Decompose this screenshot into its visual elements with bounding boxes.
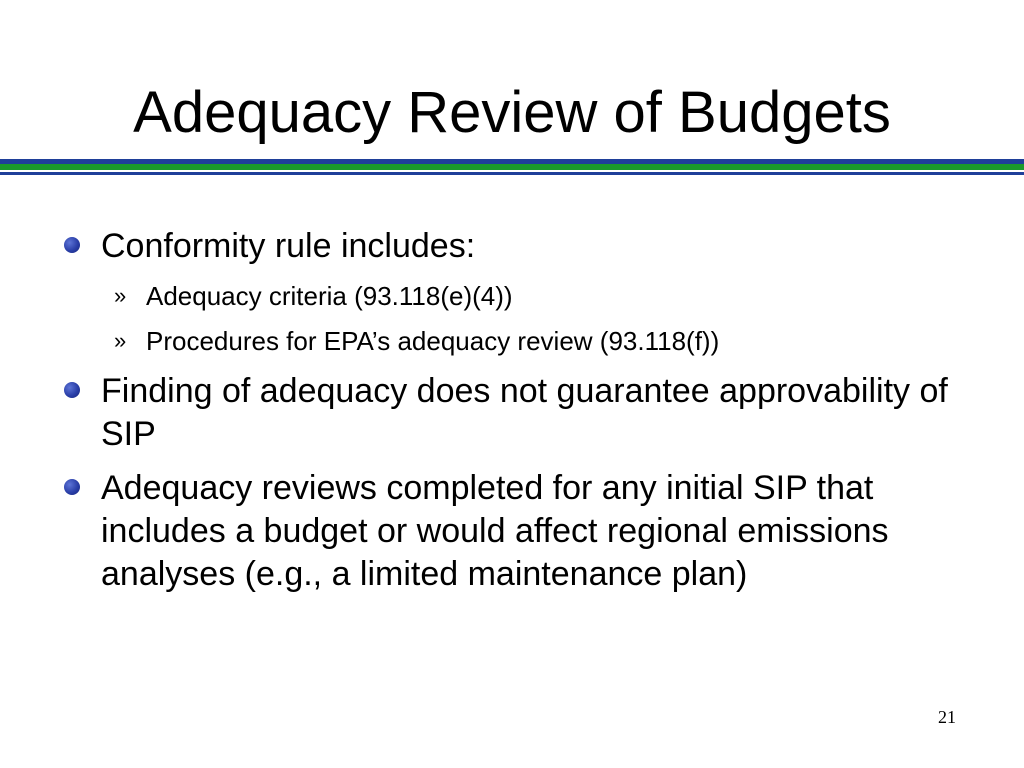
bullet-text: Adequacy reviews completed for any initial SIP that includes a budget or would affect regional emissions analyses (e.g., a limited maintenance plan): [101, 469, 889, 593]
title-rule-green: [0, 164, 1024, 170]
bullet-item-1: [101, 225, 981, 268]
slide-title: Adequacy Review of Budgets: [133, 80, 891, 145]
title-rule-blue-bottom: [0, 172, 1024, 175]
sub-item-text: Adequacy criteria (93.118(e)(4)): [146, 281, 513, 311]
bullet-dot-icon: [64, 237, 80, 253]
sub-item-1: [114, 280, 966, 312]
bullet-item-2: [101, 370, 981, 456]
bullet-text: Conformity rule includes:: [101, 227, 476, 265]
sub-item-text: Procedures for EPA’s adequacy review (93.118(f)): [146, 326, 720, 356]
bullet-item-3: [101, 467, 981, 596]
sub-item-2: [114, 325, 966, 357]
bullet-dot-icon: [64, 382, 80, 398]
bullet-text: Finding of adequacy does not guarantee approvability of SIP: [101, 372, 948, 453]
page-number: 21: [938, 707, 956, 727]
raquo-icon: »: [114, 283, 127, 308]
bullet-dot-icon: [64, 479, 80, 495]
raquo-icon: »: [114, 328, 127, 353]
